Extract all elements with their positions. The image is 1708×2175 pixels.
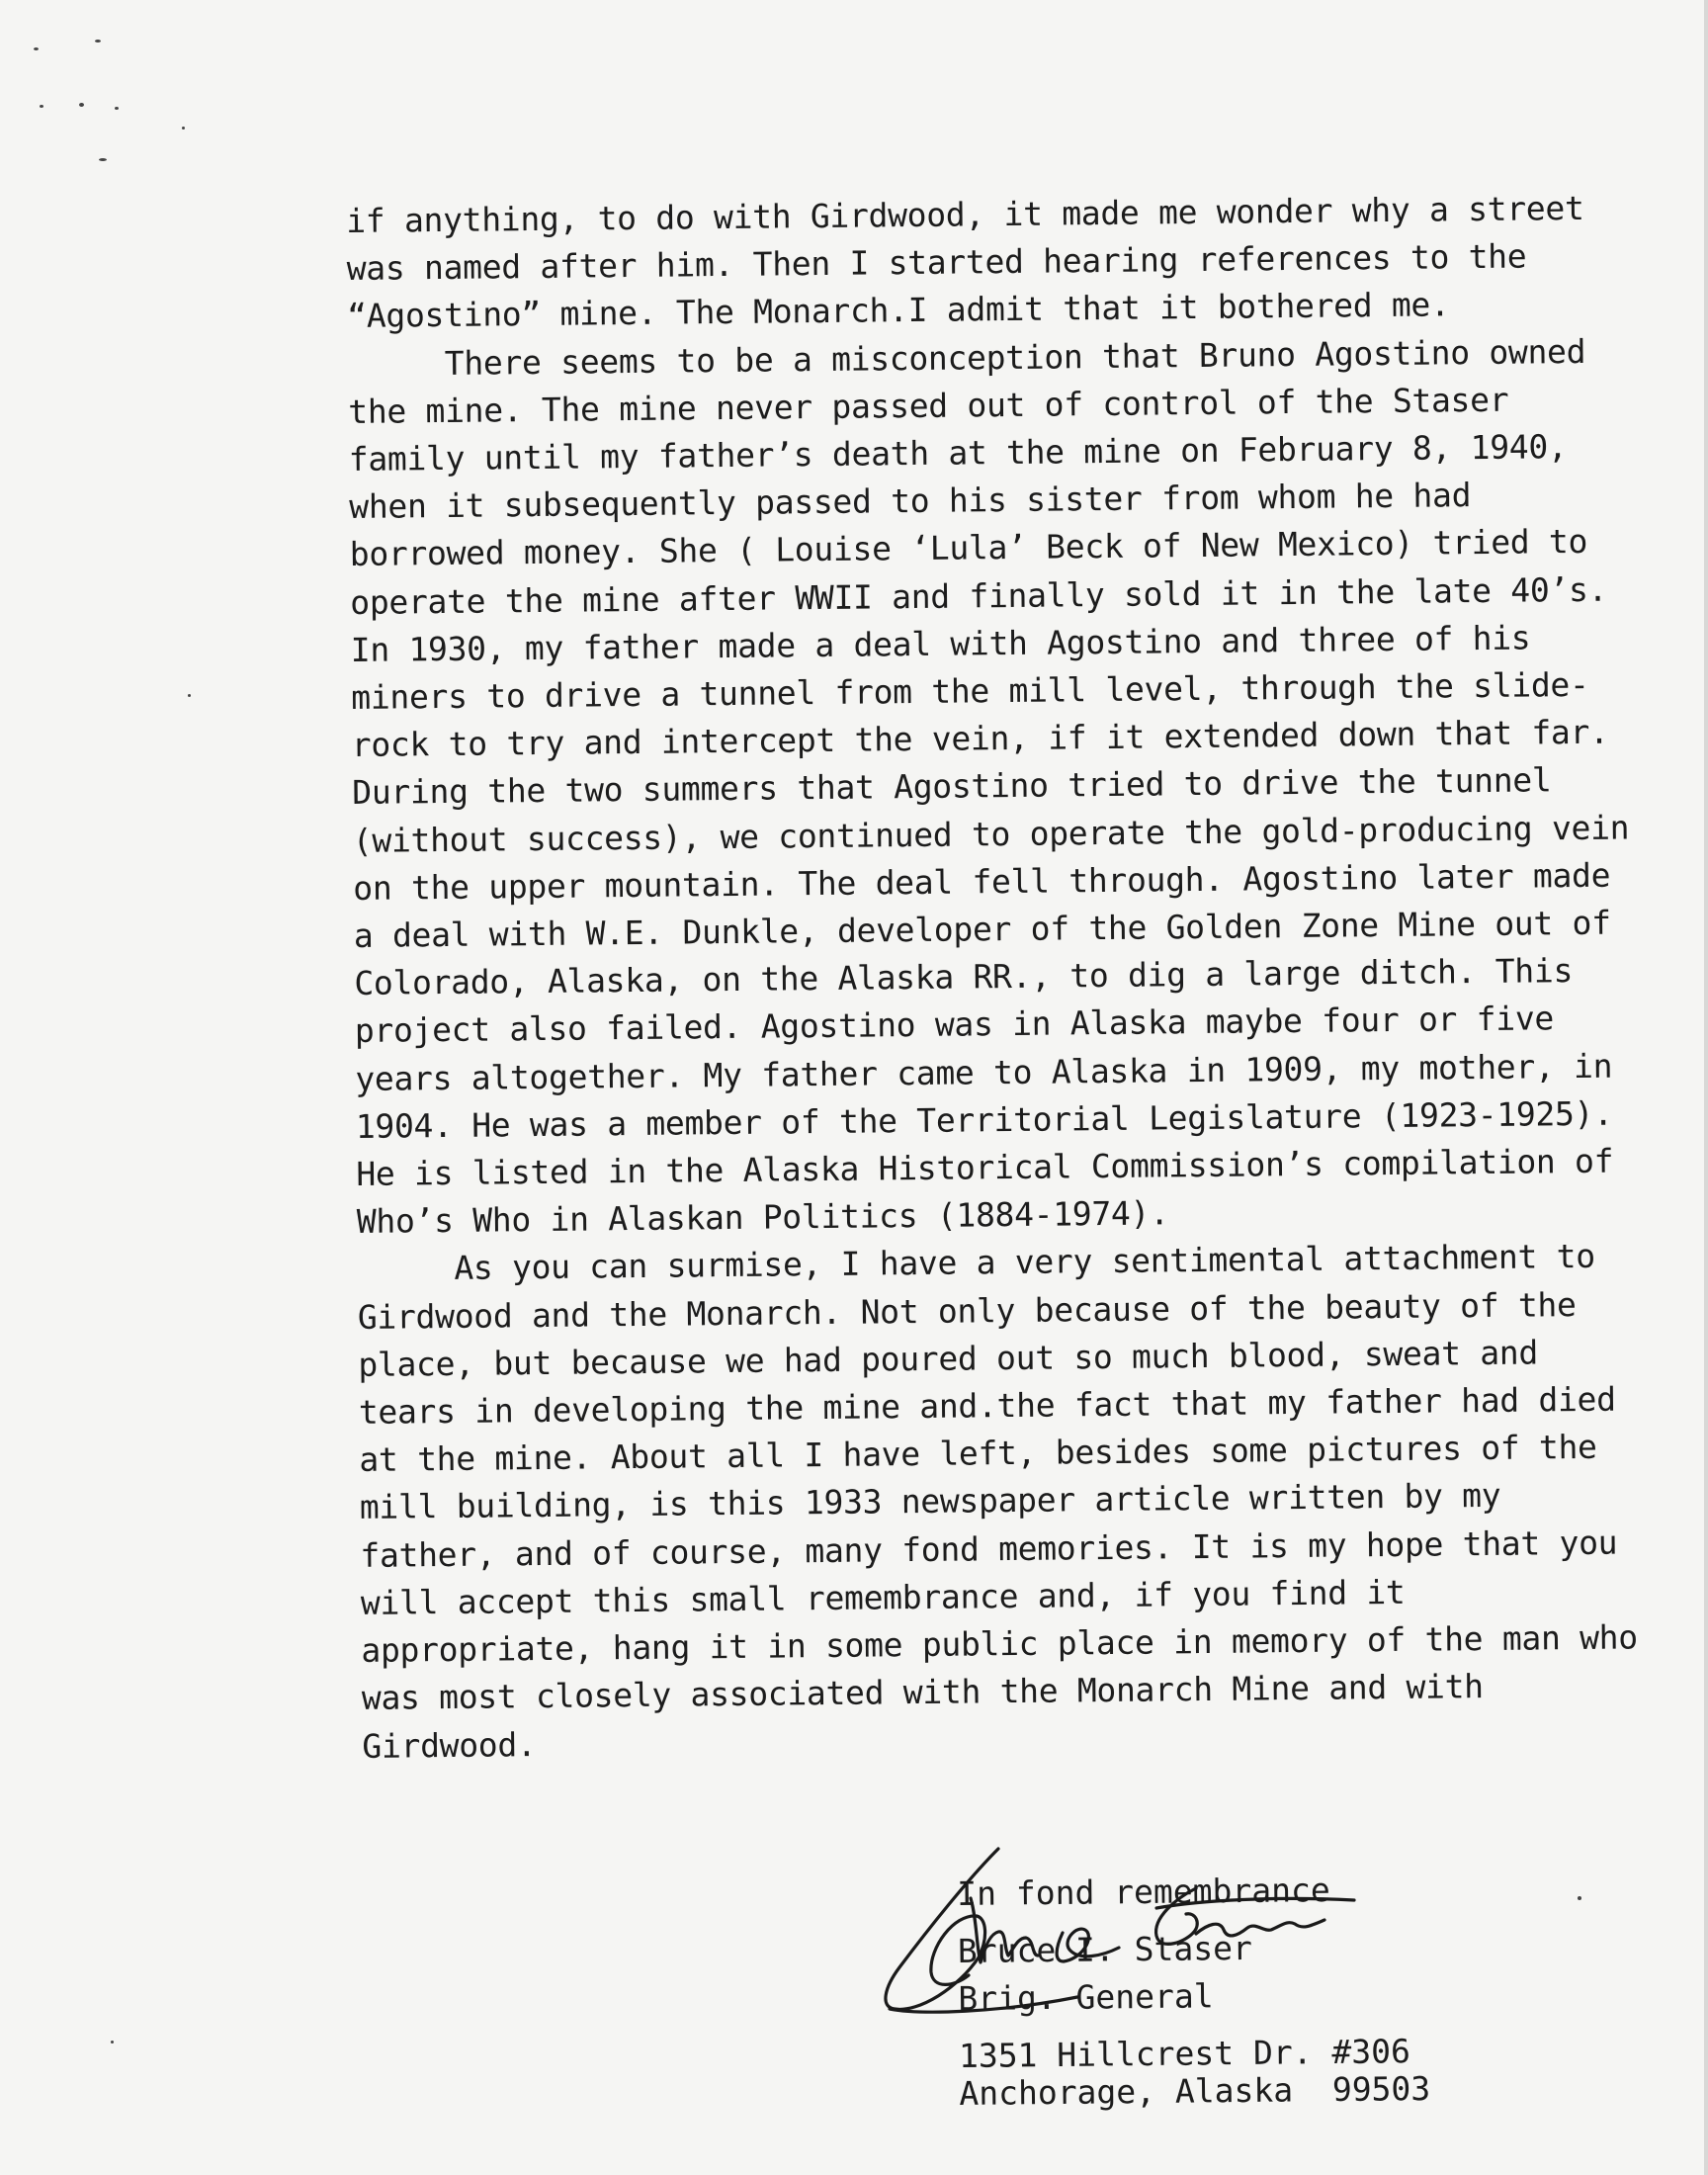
scan-speck: [99, 158, 107, 161]
scan-speck: [188, 694, 191, 697]
scan-speck: [95, 40, 101, 43]
signer-title: Brig. General: [958, 1976, 1214, 2018]
address-line-2: Anchorage, Alaska 99503: [959, 2068, 1431, 2113]
scan-speck: [111, 2041, 114, 2044]
scan-speck: [182, 127, 185, 130]
closing-line: In fond remembrance: [957, 1870, 1330, 1913]
scan-speck: [79, 103, 84, 107]
address-line-1: 1351 Hillcrest Dr. #306: [958, 2032, 1411, 2075]
signer-name: Bruce I. Staser: [957, 1928, 1253, 1970]
scan-speck: [115, 107, 119, 110]
letter-paragraph-1: if anything, to do with Girdwood, it made me wonder why a street was named after him. Then I started hearing references to the “Agostino” mine. The Monarch.I admit that it bothered me.: [346, 188, 1584, 336]
scan-edge: [1704, 0, 1708, 2175]
letter-body: [346, 184, 1658, 1770]
scan-speck: [1578, 1896, 1581, 1900]
letter-paragraph-3: As you can surmise, I have a very sentimental attachment to Girdwood and the Monarch. Not only because of the beauty of the place, but because we had poured out so much blood, sweat and tears in developing the mine and.the fact that my father had died at the mine. About all I have left, besides some pictures of the mill building, is this 1933 newspaper article written by my father, and of course, many fond memories. It is my hope that you will accept this small remembrance and, if you find it appropriate, hang it in some public place in memory of the man who was most closely associated with the Monarch Mine and with Girdwood.: [357, 1237, 1638, 1766]
scan-speck: [40, 105, 43, 108]
letter-paragraph-2: There seems to be a misconception that Bruno Agostino owned the mine. The mine never passed out of control of the Staser family until my father’s death at the mine on February 8, 1940, when it subsequently passed to his sister from whom he had borrowed money. She ( Louise ‘Lula’ Beck of New Mexico) tried to operate the mine after WWII and finally sold it in the late 40’s. In 1930, my father made a deal with Agostino and three of his miners to drive a tunnel from the mill level, through the slide-rock to try and intercept the vein, if it extended down that far. During the two summers that Agostino tried to drive the tunnel (without success), we continued to operate the gold-producing vein on the upper mountain. The deal fell through. Agostino later made a deal with W.E. Dunkle, developer of the Golden Zone Mine out of Colorado, Alaska, on the Alaska RR., to dig a large ditch. This project also failed. Agostino was in Alaska maybe four or five years altogether. My father came to Alaska in 1909, my mother, in 1904. He was a member of the Territorial Legislature (1923-1925). He is listed in the Alaska Historical Commission’s compilation of Who’s Who in Alaskan Politics (1884-1974).: [348, 331, 1630, 1242]
handwritten-signature: [860, 1839, 1374, 2027]
scan-speck: [34, 47, 39, 50]
